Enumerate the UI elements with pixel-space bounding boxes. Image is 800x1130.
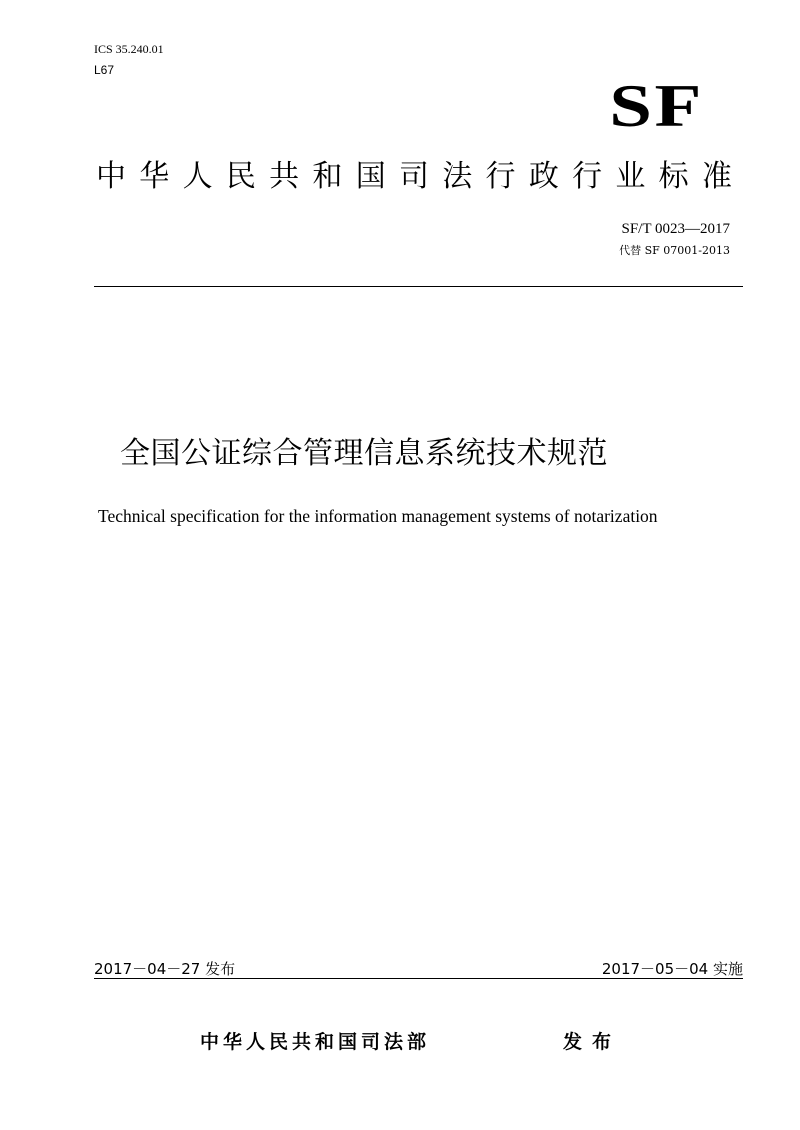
standard-type-char: 行 bbox=[572, 159, 603, 194]
document-title-zh: 全国公证综合管理信息系统技术规范 bbox=[120, 436, 608, 471]
sf-logo: SF bbox=[609, 73, 704, 139]
standard-type-char: 共 bbox=[269, 159, 300, 194]
standard-type-char: 标 bbox=[658, 159, 689, 194]
issuer: 中华人民共和国司法部 bbox=[200, 1031, 431, 1053]
standard-number: SF/T 0023—2017 bbox=[621, 221, 730, 237]
standard-type-char: 政 bbox=[528, 159, 559, 194]
standard-type-char: 华 bbox=[139, 159, 170, 194]
standard-type-char: 国 bbox=[355, 159, 386, 194]
ics-code: ICS 35.240.01 bbox=[94, 42, 164, 56]
bottom-divider bbox=[94, 978, 743, 979]
replaces-standard: 代替 SF 07001-2013 bbox=[619, 244, 730, 257]
standard-type bbox=[96, 158, 732, 196]
standard-type-char: 中 bbox=[96, 159, 126, 194]
standard-type-char: 准 bbox=[701, 159, 732, 194]
top-divider bbox=[94, 286, 743, 287]
issue-date: 2017－04－27 发布 bbox=[94, 960, 236, 978]
implementation-date: 2017－05－04 实施 bbox=[601, 960, 743, 978]
standard-type-char: 业 bbox=[615, 159, 646, 194]
document-title-en: Technical specification for the information management systems of notarization bbox=[98, 506, 658, 526]
issue-word: 发布 bbox=[563, 1031, 622, 1053]
ccs-code: L67 bbox=[94, 63, 115, 77]
standard-type-char: 法 bbox=[442, 159, 473, 194]
standard-type-char: 行 bbox=[485, 159, 516, 194]
standard-type-char: 司 bbox=[398, 159, 429, 194]
standard-type-char: 人 bbox=[182, 159, 213, 194]
standard-type-char: 民 bbox=[225, 159, 256, 194]
standard-type-char: 和 bbox=[312, 159, 343, 194]
